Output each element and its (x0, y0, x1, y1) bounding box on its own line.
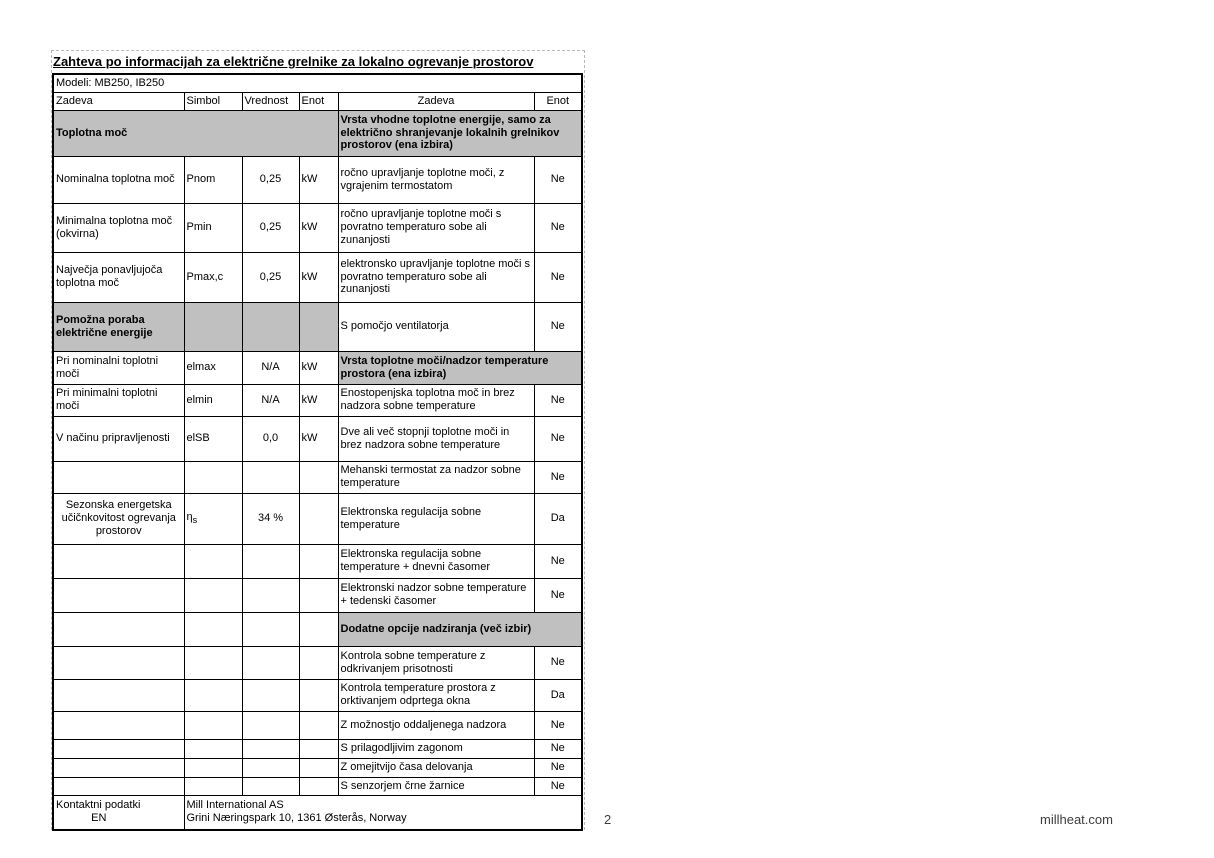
empty-cell (184, 777, 242, 795)
cell-zadeva: Nominalna toplotna moč (53, 156, 184, 203)
cell-enot: kW (299, 351, 338, 384)
cell-simbol: elmin (184, 384, 242, 416)
table-row-time-limit (53, 758, 582, 777)
empty-cell (184, 461, 242, 493)
cell-enot2: Ne (534, 461, 582, 493)
empty-cell (53, 544, 184, 578)
empty-cell (299, 711, 338, 739)
empty-cell (242, 679, 299, 711)
table-row-nominal (53, 156, 582, 203)
cell-enot2: Ne (534, 544, 582, 578)
empty-cell (242, 461, 299, 493)
empty-cell (184, 646, 242, 679)
empty-cell (242, 758, 299, 777)
cell-vrednost: 0,25 (242, 203, 299, 252)
contact-label-cell (53, 795, 184, 830)
empty-cell (242, 578, 299, 612)
section-aux-consumption: Pomožna poraba električne energije (53, 302, 184, 351)
contact-company: Mill International AS (186, 799, 284, 812)
section-row-heat-output (53, 110, 582, 156)
table-row-maximal (53, 252, 582, 302)
cell-zadeva2: elektronsko upravljanje toplotne moči s povratno temperaturo sobe ali zunanjosti (338, 252, 534, 302)
empty-cell (184, 612, 242, 646)
table-row-at-minimal (53, 384, 582, 416)
header-enot-right: Enot (534, 92, 582, 110)
empty-cell (242, 646, 299, 679)
eta-symbol: η (186, 511, 193, 523)
cell-simbol: Pmax,c (184, 252, 242, 302)
cell-enot2: Ne (534, 646, 582, 679)
empty-cell (299, 578, 338, 612)
cell-zadeva: Minimalna toplotna moč (okvirna) (53, 203, 184, 252)
cell-zadeva2: Elektronska regulacija sobne temperature (338, 493, 534, 544)
models-cell: Modeli: MB250, IB250 (53, 74, 582, 92)
table-row-mechanical (53, 461, 582, 493)
empty-cell (53, 578, 184, 612)
cell-enot2: Ne (534, 711, 582, 739)
cell-simbol: Pmin (184, 203, 242, 252)
table-row-standby (53, 416, 582, 461)
cell-zadeva2: Kontrola sobne temperature z odkrivanjem prisotnosti (338, 646, 534, 679)
table-row-at-nominal (53, 351, 582, 384)
cell-simbol (184, 493, 242, 544)
cell-simbol: elSB (184, 416, 242, 461)
empty-cell (184, 758, 242, 777)
models-row (53, 74, 582, 92)
cell-enot2: Ne (534, 156, 582, 203)
eta-subscript: s (192, 515, 198, 526)
empty-cell (53, 739, 184, 758)
cell-zadeva: V načinu pripravljenosti (53, 416, 184, 461)
cell-zadeva2: Kontrola temperature prostora z orktivanjem odprtega okna (338, 679, 534, 711)
website-link: millheat.com (1040, 812, 1113, 827)
cell-zadeva2: S prilagodljivim zagonom (338, 739, 534, 758)
cell-zadeva2: Elektronski nadzor sobne temperature + tedenski časomer (338, 578, 534, 612)
empty-cell (299, 461, 338, 493)
cell-vrednost: 34 % (242, 493, 299, 544)
header-zadeva-left: Zadeva (53, 92, 184, 110)
cell-enot: kW (299, 416, 338, 461)
cell-zadeva2: ročno upravljanje toplotne moči s povratno temperaturo sobe ali zunanjosti (338, 203, 534, 252)
empty-cell (53, 461, 184, 493)
contact-address: Grini Næringspark 10, 1361 Østerås, Norway (186, 812, 407, 825)
table-row-open-window (53, 679, 582, 711)
empty-cell (299, 544, 338, 578)
cell-vrednost: 0,25 (242, 156, 299, 203)
cell-zadeva: Pri minimalni toplotni moči (53, 384, 184, 416)
empty-gray-cell (184, 302, 242, 351)
cell-zadeva2: Z možnostjo oddaljenega nadzora (338, 711, 534, 739)
empty-cell (242, 711, 299, 739)
table-row-presence (53, 646, 582, 679)
cell-enot2: Ne (534, 739, 582, 758)
contact-label-lang: EN (91, 812, 107, 825)
cell-enot2: Ne (534, 384, 582, 416)
cell-zadeva2: Mehanski termostat za nadzor sobne temperature (338, 461, 534, 493)
table-row-remote (53, 711, 582, 739)
cell-vrednost: 0,25 (242, 252, 299, 302)
document-title: Zahteva po informacijah za električne grelnike za lokalno ogrevanje prostorov (53, 54, 534, 69)
contact-address-cell (184, 795, 582, 830)
contact-row (53, 795, 582, 830)
empty-cell (299, 646, 338, 679)
cell-vrednost: N/A (242, 351, 299, 384)
table-row-adaptive (53, 739, 582, 758)
empty-cell (53, 679, 184, 711)
section-output-control-type: Vrsta toplotne moči/nadzor temperature prostora (ena izbira) (338, 351, 582, 384)
cell-vrednost: 0,0 (242, 416, 299, 461)
cell-zadeva2: Enostopenjska toplotna moč in brez nadzora sobne temperature (338, 384, 534, 416)
cell-zadeva2: S senzorjem črne žarnice (338, 777, 534, 795)
empty-cell (242, 777, 299, 795)
empty-cell (184, 679, 242, 711)
table-row-weekly-timer (53, 578, 582, 612)
cell-enot2: Ne (534, 203, 582, 252)
section-input-energy-type: Vrsta vhodne toplotne energije, samo za električno shranjevanje lokalnih grelnikov prostorov (ena izbira) (338, 110, 582, 156)
empty-cell (242, 544, 299, 578)
empty-cell (299, 679, 338, 711)
empty-gray-cell (242, 302, 299, 351)
empty-cell (299, 739, 338, 758)
section-row-other-options (53, 612, 582, 646)
cell-enot2: Ne (534, 416, 582, 461)
cell-simbol: Pnom (184, 156, 242, 203)
cell-enot: kW (299, 203, 338, 252)
header-enot-left: Enot (299, 92, 338, 110)
empty-cell (184, 739, 242, 758)
cell-enot2: Ne (534, 302, 582, 351)
empty-cell (299, 612, 338, 646)
cell-zadeva2: Z omejitvijo časa delovanja (338, 758, 534, 777)
header-simbol: Simbol (184, 92, 242, 110)
cell-enot2: Da (534, 679, 582, 711)
empty-cell (299, 758, 338, 777)
product-fiche-table (52, 73, 583, 831)
empty-cell (242, 739, 299, 758)
empty-cell (242, 612, 299, 646)
cell-enot2: Ne (534, 252, 582, 302)
cell-simbol: elmax (184, 351, 242, 384)
contact-label: Kontaktni podatki (56, 799, 141, 812)
section-heat-output: Toplotna moč (53, 110, 338, 156)
empty-cell (184, 544, 242, 578)
empty-cell (53, 758, 184, 777)
cell-enot2: Da (534, 493, 582, 544)
cell-zadeva: Pri nominalni toplotni moči (53, 351, 184, 384)
table-row-black-bulb (53, 777, 582, 795)
cell-zadeva2: Dve ali več stopnji toplotne moči in brez nadzora sobne temperature (338, 416, 534, 461)
empty-cell (53, 711, 184, 739)
section-other-options: Dodatne opcije nadziranja (več izbir) (338, 612, 582, 646)
table-row-daily-timer (53, 544, 582, 578)
cell-enot2: Ne (534, 777, 582, 795)
empty-cell (53, 777, 184, 795)
column-header-row (53, 92, 582, 110)
table-row-minimal (53, 203, 582, 252)
empty-cell (184, 578, 242, 612)
cell-zadeva2: S pomočjo ventilatorja (338, 302, 534, 351)
table-row-seasonal (53, 493, 582, 544)
header-zadeva-right: Zadeva (338, 92, 534, 110)
empty-gray-cell (299, 302, 338, 351)
cell-enot: kW (299, 384, 338, 416)
empty-cell (53, 646, 184, 679)
empty-cell (299, 777, 338, 795)
cell-zadeva2: Elektronska regulacija sobne temperature + dnevni časomer (338, 544, 534, 578)
section-row-aux-consumption (53, 302, 582, 351)
empty-cell (184, 711, 242, 739)
cell-zadeva: Največja ponavljujoča toplotna moč (53, 252, 184, 302)
empty-cell (299, 493, 338, 544)
cell-enot: kW (299, 252, 338, 302)
cell-enot2: Ne (534, 758, 582, 777)
cell-enot: kW (299, 156, 338, 203)
cell-enot2: Ne (534, 578, 582, 612)
cell-vrednost: N/A (242, 384, 299, 416)
header-vrednost: Vrednost (242, 92, 299, 110)
cell-zadeva: Sezonska energetska učičnkovitost ogrevanja prostorov (53, 493, 184, 544)
page-number: 2 (604, 812, 612, 827)
cell-zadeva2: ročno upravljanje toplotne moči, z vgrajenim termostatom (338, 156, 534, 203)
empty-cell (53, 612, 184, 646)
